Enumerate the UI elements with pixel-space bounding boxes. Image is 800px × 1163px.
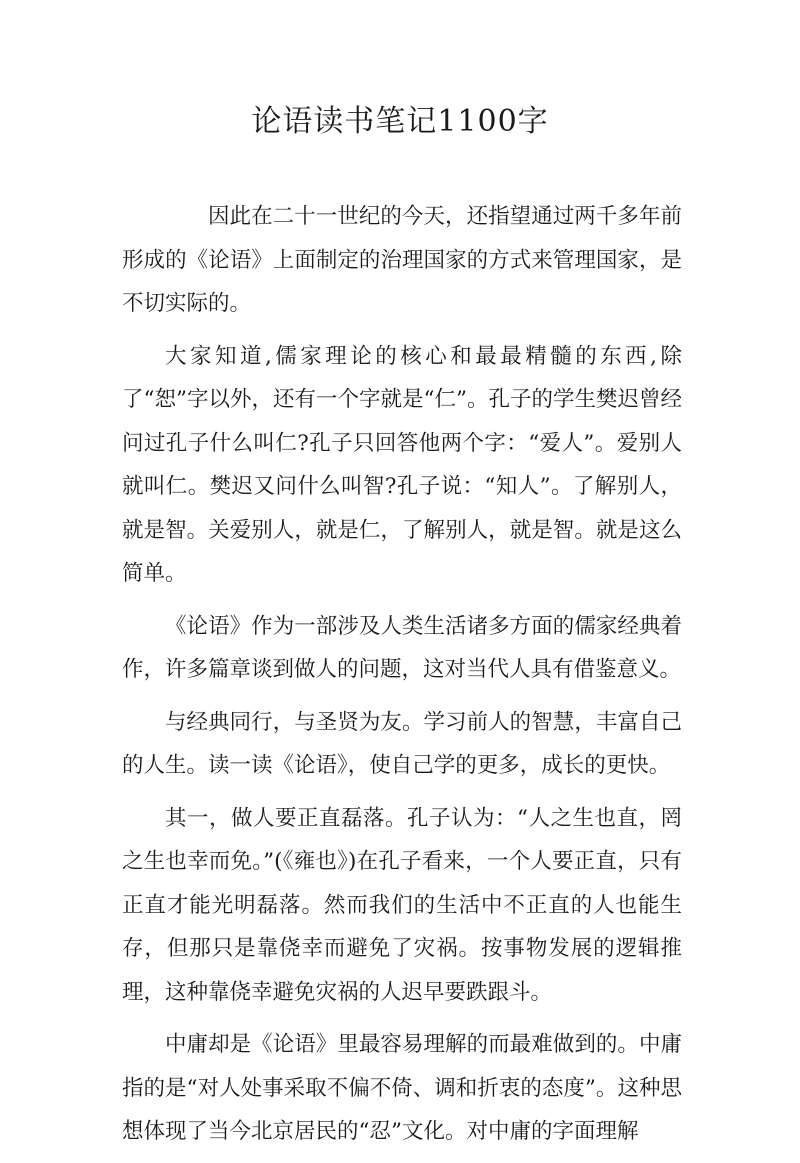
paragraph-4: 与经典同行，与圣贤为友。学习前人的智慧，丰富自己的人生。读一读《论语》，使自己学的更多，成长的更快。	[122, 709, 682, 778]
paragraph-2: 大家知道,儒家理论的核心和最最精髓的东西,除了“恕”字以外，还有一个字就是“仁”。孔子的学生樊迟曾经问过孔子什么叫仁?孔子只回答他两个字：“爱人”。爱别人就叫仁。樊迟又问什么叫智?孔子说：“知人”。了解别人，就是智。关爱别人，就是仁，了解别人，就是智。就是这么简单。	[122, 343, 682, 586]
document-title: 论语读书笔记1100字	[251, 104, 549, 139]
document-body	[122, 195, 682, 1163]
paragraph-3: 《论语》作为一部涉及人类生活诸多方面的儒家经典着作，许多篇章谈到做人的问题，这对当代人具有借鉴意义。	[122, 613, 682, 682]
paragraph-5: 其一，做人要正直磊落。孔子认为：“人之生也直，罔之生也幸而免。”(《雍也》)在孔子看来，一个人要正直，只有正直才能光明磊落。然而我们的生活中不正直的人也能生存，但那只是靠侥幸而避免了灾祸。按事物发展的逻辑推理，这种靠侥幸避免灾祸的人迟早要跌跟斗。	[122, 805, 682, 1005]
paragraph-1: 因此在二十一世纪的今天，还指望通过两千多年前形成的《论语》上面制定的治理国家的方式来管理国家，是不切实际的。	[122, 204, 682, 316]
paragraph-6: 中庸却是《论语》里最容易理解的而最难做到的。中庸指的是“对人处事采取不偏不倚、调和折衷的态度”。这种思想体现了当今北京居民的“忍”文化。对中庸的字面理解	[122, 1032, 682, 1144]
